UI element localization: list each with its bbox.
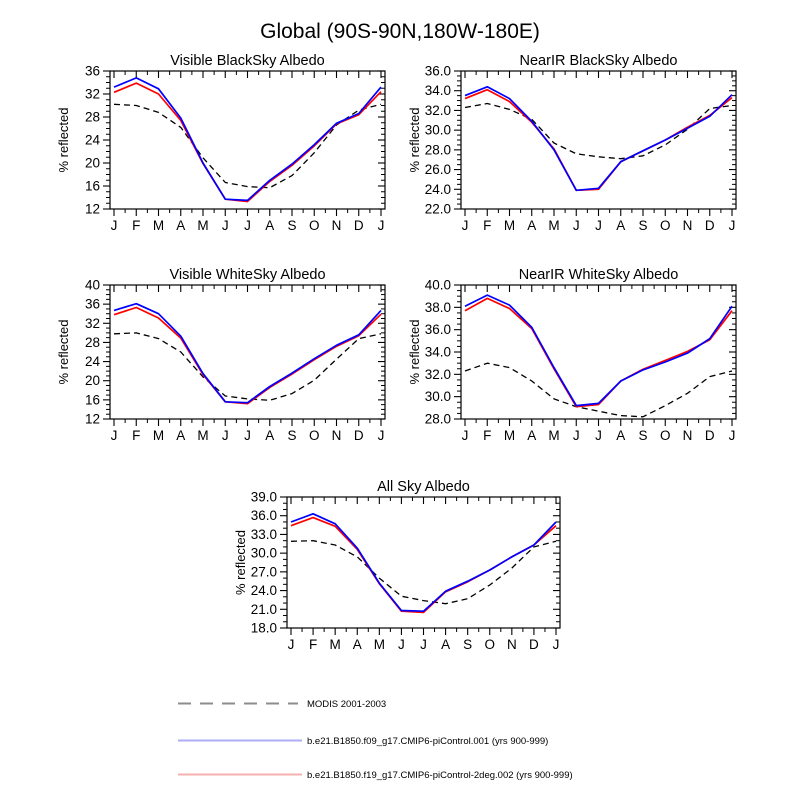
month-label: J bbox=[552, 637, 560, 652]
month-label: D bbox=[704, 428, 715, 443]
month-label: S bbox=[463, 637, 473, 652]
month-label: M bbox=[152, 428, 165, 443]
month-label: J bbox=[377, 218, 385, 233]
month-label: M bbox=[197, 428, 209, 443]
month-label: A bbox=[527, 218, 537, 233]
y-tick-label: 16 bbox=[84, 178, 100, 194]
y-tick-label: 36.0 bbox=[250, 508, 277, 524]
month-label: F bbox=[483, 218, 492, 233]
month-label: M bbox=[329, 637, 341, 652]
month-label: J bbox=[728, 428, 736, 443]
y-tick-label: 20 bbox=[84, 155, 100, 171]
month-label: A bbox=[352, 637, 362, 652]
series-line-piControl bbox=[114, 304, 381, 403]
y-tick-label: 12 bbox=[84, 201, 100, 217]
plot-frame bbox=[110, 71, 385, 209]
month-label: J bbox=[244, 218, 251, 233]
chart-visible-blacksky bbox=[56, 53, 385, 233]
y-tick-label: 32.0 bbox=[424, 366, 451, 382]
month-label: S bbox=[638, 428, 648, 443]
month-label: M bbox=[152, 218, 165, 233]
y-tick-label: 39.0 bbox=[250, 489, 277, 505]
month-label: A bbox=[176, 428, 186, 443]
plot-frame bbox=[287, 497, 560, 628]
series-line-piControl2deg bbox=[114, 83, 381, 201]
y-tick-label: 30.0 bbox=[250, 545, 277, 561]
legend-row-modis bbox=[178, 699, 386, 710]
y-tick-label: 27.0 bbox=[250, 564, 277, 580]
legend-row-piControl2deg bbox=[178, 770, 573, 781]
month-label: O bbox=[308, 428, 320, 443]
y-tick-label: 16 bbox=[84, 392, 100, 408]
chart-nearir-whitesky bbox=[407, 267, 736, 443]
y-tick-label: 36 bbox=[84, 63, 100, 79]
series-line-piControl2deg bbox=[465, 298, 732, 406]
y-axis-label: % reflected bbox=[407, 319, 422, 385]
month-label: M bbox=[548, 428, 560, 443]
y-tick-label: 33.0 bbox=[250, 526, 277, 542]
y-tick-label: 30.0 bbox=[424, 389, 451, 405]
month-label: A bbox=[265, 218, 275, 233]
chart-title: Visible BlackSky Albedo bbox=[170, 53, 325, 69]
y-tick-label: 32 bbox=[84, 315, 100, 331]
chart-title: All Sky Albedo bbox=[377, 479, 470, 495]
month-label: N bbox=[506, 637, 517, 652]
month-label: S bbox=[287, 428, 297, 443]
month-label: A bbox=[176, 218, 186, 233]
y-axis-label: % reflected bbox=[56, 319, 71, 385]
legend-label: b.e21.B1850.f09_g17.CMIP6-piControl.001 (yrs 900-999) bbox=[307, 736, 549, 747]
series-line-modis bbox=[465, 363, 732, 417]
series-line-piControl bbox=[465, 87, 732, 191]
month-label: D bbox=[529, 637, 539, 652]
y-tick-label: 40 bbox=[84, 277, 100, 293]
month-label: J bbox=[110, 428, 118, 443]
month-label: J bbox=[244, 428, 251, 443]
y-tick-label: 20 bbox=[84, 373, 100, 389]
month-label: J bbox=[572, 428, 580, 443]
series-line-piControl bbox=[465, 295, 732, 406]
y-tick-label: 40.0 bbox=[424, 277, 451, 293]
month-label: D bbox=[353, 218, 364, 233]
month-label: J bbox=[595, 428, 602, 443]
month-label: J bbox=[377, 428, 385, 443]
y-tick-label: 30.0 bbox=[424, 122, 451, 138]
y-axis-label: % reflected bbox=[407, 107, 422, 173]
month-label: N bbox=[682, 428, 693, 443]
month-label: S bbox=[287, 218, 297, 233]
month-label: F bbox=[483, 428, 492, 443]
y-tick-label: 24.0 bbox=[424, 181, 451, 197]
month-label: J bbox=[287, 637, 295, 652]
y-tick-label: 24 bbox=[84, 132, 100, 148]
plot-frame bbox=[110, 285, 385, 419]
chart-title: NearIR WhiteSky Albedo bbox=[518, 267, 679, 283]
month-label: J bbox=[728, 218, 736, 233]
month-label: A bbox=[527, 428, 537, 443]
month-label: O bbox=[484, 637, 496, 652]
month-label: M bbox=[548, 218, 560, 233]
series-line-piControl2deg bbox=[291, 518, 556, 613]
legend-label: MODIS 2001-2003 bbox=[307, 699, 387, 710]
legend-label: b.e21.B1850.f19_g17.CMIP6-piControl-2deg.002 (yrs 900-999) bbox=[307, 770, 573, 781]
month-label: M bbox=[503, 428, 516, 443]
month-label: J bbox=[595, 218, 602, 233]
month-label: F bbox=[132, 218, 141, 233]
chart-allsky bbox=[233, 479, 560, 652]
month-label: M bbox=[197, 218, 209, 233]
y-tick-label: 28 bbox=[84, 109, 100, 125]
y-tick-label: 26.0 bbox=[424, 162, 451, 178]
y-axis-label: % reflected bbox=[233, 529, 248, 596]
month-label: F bbox=[308, 637, 318, 652]
month-label: J bbox=[221, 218, 229, 233]
chart-title: NearIR BlackSky Albedo bbox=[519, 53, 678, 69]
month-label: A bbox=[616, 218, 626, 233]
y-tick-label: 36.0 bbox=[424, 322, 451, 338]
month-label: F bbox=[132, 428, 141, 443]
month-label: O bbox=[308, 218, 320, 233]
month-label: J bbox=[221, 428, 229, 443]
y-tick-label: 18.0 bbox=[250, 620, 277, 636]
month-label: N bbox=[331, 218, 342, 233]
month-label: O bbox=[659, 428, 671, 443]
y-tick-label: 38.0 bbox=[424, 299, 451, 315]
y-tick-label: 24.0 bbox=[250, 583, 277, 599]
y-tick-label: 36 bbox=[84, 296, 100, 312]
chart-title: Visible WhiteSky Albedo bbox=[169, 267, 326, 283]
month-label: O bbox=[659, 218, 671, 233]
y-tick-label: 32.0 bbox=[424, 102, 451, 118]
month-label: D bbox=[704, 218, 715, 233]
legend bbox=[178, 699, 573, 781]
month-label: J bbox=[461, 218, 469, 233]
y-tick-label: 36.0 bbox=[424, 63, 451, 79]
y-tick-label: 32 bbox=[84, 86, 100, 102]
legend-row-piControl bbox=[178, 736, 548, 747]
month-label: A bbox=[616, 428, 626, 443]
figure-title: Global (90S-90N,180W-180E) bbox=[260, 20, 540, 43]
y-tick-label: 28.0 bbox=[424, 411, 451, 427]
series-line-piControl2deg bbox=[465, 90, 732, 191]
series-line-modis bbox=[465, 104, 732, 159]
month-label: M bbox=[373, 637, 385, 652]
month-label: J bbox=[110, 218, 118, 233]
y-tick-label: 28.0 bbox=[424, 142, 451, 158]
month-label: J bbox=[398, 637, 405, 652]
month-label: J bbox=[461, 428, 469, 443]
series-line-modis bbox=[114, 104, 381, 187]
month-label: J bbox=[572, 218, 580, 233]
chart-visible-whitesky bbox=[56, 267, 385, 443]
month-label: M bbox=[503, 218, 516, 233]
y-axis-label: % reflected bbox=[56, 107, 71, 173]
y-tick-label: 34.0 bbox=[424, 344, 451, 360]
month-label: A bbox=[265, 428, 275, 443]
series-line-modis bbox=[291, 541, 556, 604]
month-label: N bbox=[331, 428, 342, 443]
month-label: D bbox=[353, 428, 364, 443]
month-label: S bbox=[638, 218, 648, 233]
y-tick-label: 22.0 bbox=[424, 201, 451, 217]
y-tick-label: 28 bbox=[84, 334, 100, 350]
y-tick-label: 34.0 bbox=[424, 83, 451, 99]
month-label: N bbox=[682, 218, 693, 233]
y-tick-label: 24 bbox=[84, 354, 100, 370]
y-tick-label: 21.0 bbox=[250, 601, 277, 617]
series-line-piControl bbox=[291, 514, 556, 611]
month-label: A bbox=[441, 637, 451, 652]
chart-nearir-blacksky bbox=[407, 53, 736, 233]
series-line-piControl bbox=[114, 78, 381, 200]
y-tick-label: 12 bbox=[84, 411, 100, 427]
month-label: J bbox=[420, 637, 427, 652]
